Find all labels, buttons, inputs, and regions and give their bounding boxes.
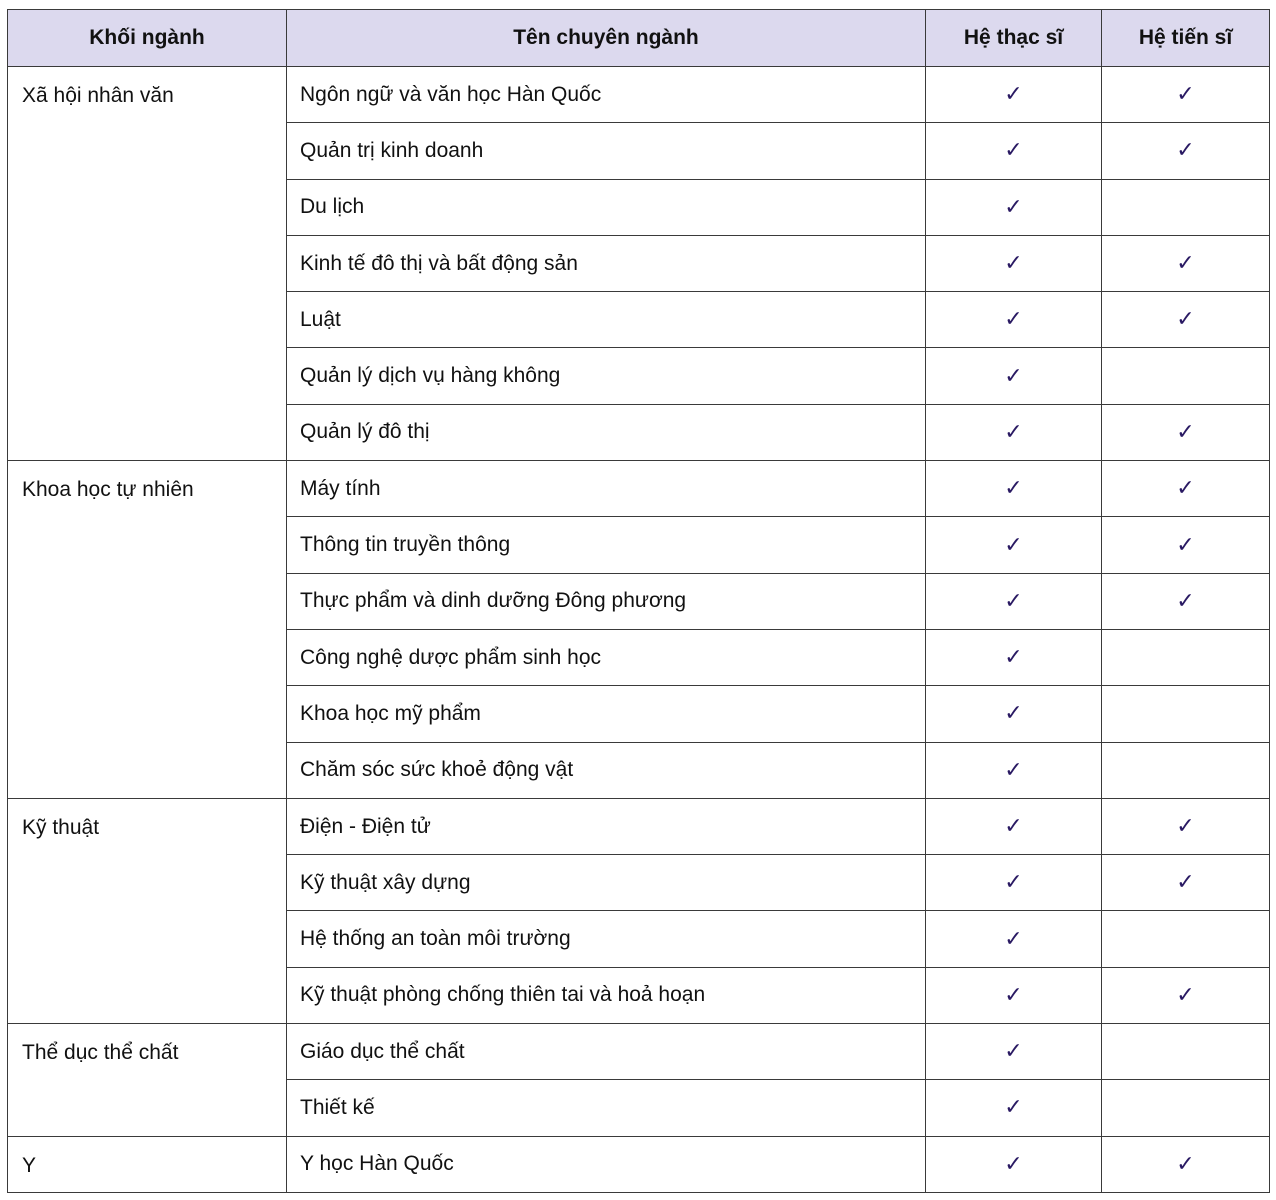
masters-cell bbox=[926, 404, 1102, 460]
check-icon: ✓ bbox=[1004, 82, 1023, 108]
check-icon: ✓ bbox=[1004, 588, 1023, 614]
group-cell: Thể dục thể chất bbox=[8, 1024, 287, 1137]
header-row bbox=[8, 10, 1270, 67]
check-icon: ✓ bbox=[1004, 870, 1023, 896]
major-cell: Quản lý dịch vụ hàng không bbox=[287, 348, 926, 404]
doctorate-cell bbox=[1102, 686, 1270, 742]
check-icon: ✓ bbox=[1176, 138, 1195, 164]
table-row bbox=[8, 461, 1270, 517]
group-cell: Y bbox=[8, 1136, 287, 1192]
masters-cell bbox=[926, 967, 1102, 1023]
doctorate-cell bbox=[1102, 235, 1270, 291]
doctorate-cell bbox=[1102, 517, 1270, 573]
major-cell: Thông tin truyền thông bbox=[287, 517, 926, 573]
masters-cell bbox=[926, 1024, 1102, 1080]
doctorate-cell bbox=[1102, 967, 1270, 1023]
table-row bbox=[8, 798, 1270, 854]
check-icon: ✓ bbox=[1004, 419, 1023, 445]
doctorate-cell bbox=[1102, 292, 1270, 348]
group-cell: Xã hội nhân văn bbox=[8, 67, 287, 461]
check-icon: ✓ bbox=[1004, 645, 1023, 671]
check-icon: ✓ bbox=[1176, 532, 1195, 558]
doctorate-cell bbox=[1102, 461, 1270, 517]
doctorate-cell bbox=[1102, 629, 1270, 685]
major-cell: Ngôn ngữ và văn học Hàn Quốc bbox=[287, 67, 926, 123]
major-cell: Y học Hàn Quốc bbox=[287, 1136, 926, 1192]
check-icon: ✓ bbox=[1176, 982, 1195, 1008]
major-cell: Luật bbox=[287, 292, 926, 348]
check-icon: ✓ bbox=[1004, 814, 1023, 839]
check-icon: ✓ bbox=[1004, 363, 1023, 389]
masters-cell bbox=[926, 1080, 1102, 1136]
table-row bbox=[8, 67, 1270, 123]
major-cell: Điện - Điện tử bbox=[287, 798, 926, 854]
header-masters: Hệ thạc sĩ bbox=[926, 10, 1102, 67]
doctorate-cell bbox=[1102, 855, 1270, 911]
check-icon: ✓ bbox=[1004, 532, 1023, 558]
header-doctorate: Hệ tiến sĩ bbox=[1102, 10, 1270, 67]
check-icon: ✓ bbox=[1176, 82, 1195, 108]
masters-cell bbox=[926, 461, 1102, 517]
masters-cell bbox=[926, 517, 1102, 573]
major-cell: Khoa học mỹ phẩm bbox=[287, 686, 926, 742]
check-icon: ✓ bbox=[1004, 982, 1023, 1008]
major-cell: Hệ thống an toàn môi trường bbox=[287, 911, 926, 967]
masters-cell bbox=[926, 911, 1102, 967]
group-cell: Kỹ thuật bbox=[8, 798, 287, 1023]
check-icon: ✓ bbox=[1004, 476, 1023, 502]
check-icon: ✓ bbox=[1004, 138, 1023, 164]
header-major: Tên chuyên ngành bbox=[287, 10, 926, 67]
major-cell: Du lịch bbox=[287, 179, 926, 235]
masters-cell bbox=[926, 1136, 1102, 1192]
doctorate-cell bbox=[1102, 348, 1270, 404]
masters-cell bbox=[926, 123, 1102, 179]
check-icon: ✓ bbox=[1004, 1151, 1023, 1177]
doctorate-cell bbox=[1102, 1024, 1270, 1080]
masters-cell bbox=[926, 235, 1102, 291]
majors-table bbox=[7, 9, 1270, 1193]
check-icon: ✓ bbox=[1176, 1151, 1195, 1177]
check-icon: ✓ bbox=[1004, 757, 1023, 783]
masters-cell bbox=[926, 629, 1102, 685]
major-cell: Thực phẩm và dinh dưỡng Đông phương bbox=[287, 573, 926, 629]
check-icon: ✓ bbox=[1176, 814, 1195, 839]
masters-cell bbox=[926, 292, 1102, 348]
check-icon: ✓ bbox=[1004, 926, 1023, 952]
masters-cell bbox=[926, 742, 1102, 798]
check-icon: ✓ bbox=[1176, 307, 1195, 333]
masters-cell bbox=[926, 67, 1102, 123]
masters-cell bbox=[926, 348, 1102, 404]
doctorate-cell bbox=[1102, 67, 1270, 123]
doctorate-cell bbox=[1102, 1080, 1270, 1136]
check-icon: ✓ bbox=[1004, 194, 1023, 220]
check-icon: ✓ bbox=[1004, 1095, 1023, 1121]
major-cell: Kỹ thuật phòng chống thiên tai và hoả hoạn bbox=[287, 967, 926, 1023]
major-cell: Giáo dục thể chất bbox=[287, 1024, 926, 1080]
check-icon: ✓ bbox=[1176, 419, 1195, 445]
masters-cell bbox=[926, 179, 1102, 235]
group-cell: Khoa học tự nhiên bbox=[8, 461, 287, 799]
major-cell: Chăm sóc sức khoẻ động vật bbox=[287, 742, 926, 798]
masters-cell bbox=[926, 686, 1102, 742]
doctorate-cell bbox=[1102, 573, 1270, 629]
doctorate-cell bbox=[1102, 404, 1270, 460]
check-icon: ✓ bbox=[1176, 476, 1195, 502]
major-cell: Kỹ thuật xây dựng bbox=[287, 855, 926, 911]
doctorate-cell bbox=[1102, 742, 1270, 798]
check-icon: ✓ bbox=[1176, 870, 1195, 896]
check-icon: ✓ bbox=[1176, 251, 1195, 277]
check-icon: ✓ bbox=[1004, 1039, 1023, 1065]
masters-cell bbox=[926, 855, 1102, 911]
doctorate-cell bbox=[1102, 1136, 1270, 1192]
check-icon: ✓ bbox=[1004, 701, 1023, 727]
major-cell: Quản lý đô thị bbox=[287, 404, 926, 460]
table-body bbox=[8, 67, 1270, 1193]
major-cell: Kinh tế đô thị và bất động sản bbox=[287, 235, 926, 291]
doctorate-cell bbox=[1102, 798, 1270, 854]
doctorate-cell bbox=[1102, 911, 1270, 967]
major-cell: Thiết kế bbox=[287, 1080, 926, 1136]
major-cell: Quản trị kinh doanh bbox=[287, 123, 926, 179]
table-row bbox=[8, 1136, 1270, 1192]
masters-cell bbox=[926, 798, 1102, 854]
check-icon: ✓ bbox=[1004, 251, 1023, 277]
header-group: Khối ngành bbox=[8, 10, 287, 67]
table-row bbox=[8, 1024, 1270, 1080]
doctorate-cell bbox=[1102, 179, 1270, 235]
masters-cell bbox=[926, 573, 1102, 629]
check-icon: ✓ bbox=[1176, 588, 1195, 614]
major-cell: Máy tính bbox=[287, 461, 926, 517]
major-cell: Công nghệ dược phẩm sinh học bbox=[287, 629, 926, 685]
check-icon: ✓ bbox=[1004, 307, 1023, 333]
doctorate-cell bbox=[1102, 123, 1270, 179]
